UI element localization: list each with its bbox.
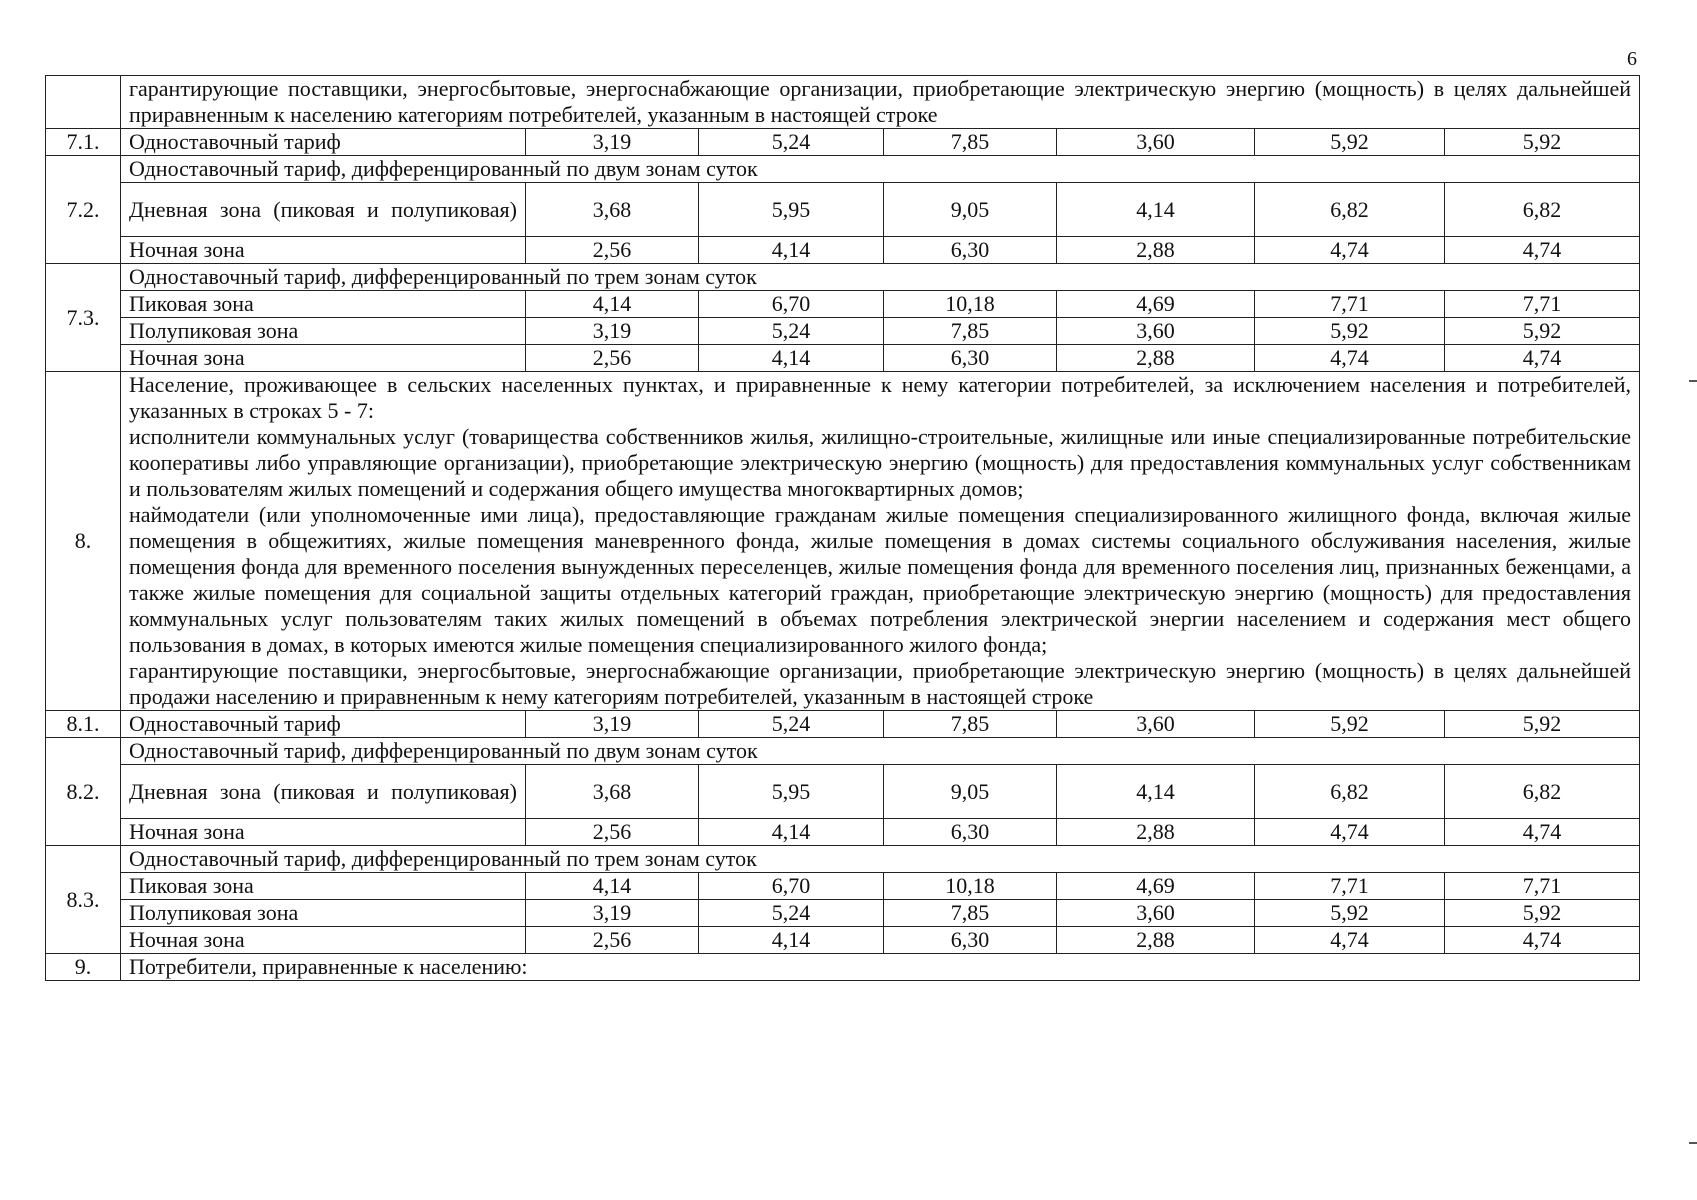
value-cell: 6,30 bbox=[884, 345, 1057, 372]
value-cell: 5,92 bbox=[1255, 900, 1445, 927]
table-row bbox=[46, 372, 1640, 711]
value-cell: 3,19 bbox=[526, 318, 699, 345]
value-cell: 9,05 bbox=[884, 765, 1057, 819]
table-row bbox=[46, 129, 1640, 156]
table-row bbox=[46, 318, 1640, 345]
value-cell: 4,74 bbox=[1445, 237, 1640, 264]
row-number: 7.1. bbox=[46, 129, 121, 156]
value-cell: 7,85 bbox=[884, 129, 1057, 156]
value-cell: 6,30 bbox=[884, 237, 1057, 264]
row-number: 8.3. bbox=[46, 846, 121, 954]
value-cell: 5,24 bbox=[699, 711, 884, 738]
value-cell: 7,85 bbox=[884, 900, 1057, 927]
value-cell: 5,92 bbox=[1445, 129, 1640, 156]
tariff-name: Полупиковая зона bbox=[121, 318, 526, 345]
table-row bbox=[46, 156, 1640, 183]
value-cell: 10,18 bbox=[884, 291, 1057, 318]
section-header: Одноставочный тариф, дифференцированный по двум зонам суток bbox=[121, 738, 1640, 765]
table-row bbox=[46, 765, 1640, 819]
value-cell: 6,82 bbox=[1255, 765, 1445, 819]
tariff-name: Пиковая зона bbox=[121, 873, 526, 900]
value-cell: 2,88 bbox=[1057, 927, 1255, 954]
value-cell: 5,92 bbox=[1445, 711, 1640, 738]
value-cell: 4,14 bbox=[1057, 765, 1255, 819]
value-cell: 7,71 bbox=[1255, 873, 1445, 900]
table-row bbox=[46, 900, 1640, 927]
value-cell: 4,69 bbox=[1057, 873, 1255, 900]
value-cell: 4,74 bbox=[1445, 819, 1640, 846]
table-row bbox=[46, 345, 1640, 372]
value-cell: 2,88 bbox=[1057, 345, 1255, 372]
section-header: Одноставочный тариф, дифференцированный по трем зонам суток bbox=[121, 264, 1640, 291]
row-description bbox=[121, 372, 1640, 711]
tariff-name: Ночная зона bbox=[121, 237, 526, 264]
tariff-name-text: Дневная зона (пиковая и полупиковая) bbox=[129, 196, 517, 222]
tariff-name bbox=[121, 183, 526, 237]
value-cell: 2,88 bbox=[1057, 237, 1255, 264]
tariff-name: Одноставочный тариф bbox=[121, 129, 526, 156]
description-paragraph: исполнители коммунальных услуг (товарищества собственников жилья, жилищно-строительные, жилищные или иные специализированные потребительские кооперативы либо управляющие организации), приобретающие электрическую энергию (мощность) для предоставления коммунальных услуг собственникам и пользователям жилых помещений и содержания общего имущества многоквартирных домов; bbox=[129, 424, 1632, 501]
value-cell: 7,71 bbox=[1255, 291, 1445, 318]
value-cell: 3,19 bbox=[526, 711, 699, 738]
value-cell: 4,14 bbox=[526, 291, 699, 318]
value-cell: 3,19 bbox=[526, 900, 699, 927]
section-header: Одноставочный тариф, дифференцированный по трем зонам суток bbox=[121, 846, 1640, 873]
value-cell: 4,14 bbox=[699, 345, 884, 372]
tariff-name: Полупиковая зона bbox=[121, 900, 526, 927]
description-paragraph: наймодатели (или уполномоченные ими лица), предоставляющие гражданам жилые помещения специализированного жилищного фонда, включая жилые помещения в общежитиях, жилые помещения маневренного фонда, жилые помещения в домах системы социального обслуживания населения, жилые помещения фонда для временного поселения вынужденных переселенцев, жилые помещения фонда для временного поселения лиц, признанных беженцами, а также жилые помещения для социальной защиты отдельных категорий граждан, приобретающие электрическую энергию (мощность) для предоставления коммунальных услуг пользователям таких жилых помещений в объемах потребления электрической энергии населением и содержания мест общего пользования в домах, в которых имеются жилые помещения специализированного жилого фонда; bbox=[129, 502, 1632, 657]
value-cell: 7,85 bbox=[884, 711, 1057, 738]
value-cell: 4,74 bbox=[1255, 927, 1445, 954]
value-cell: 3,60 bbox=[1057, 318, 1255, 345]
table-row bbox=[46, 927, 1640, 954]
scan-edge-mark bbox=[1689, 1142, 1697, 1144]
table-row bbox=[46, 183, 1640, 237]
tariff-name: Одноставочный тариф bbox=[121, 711, 526, 738]
table-row bbox=[46, 237, 1640, 264]
value-cell: 6,70 bbox=[699, 291, 884, 318]
value-cell: 2,56 bbox=[526, 819, 699, 846]
table-row bbox=[46, 738, 1640, 765]
value-cell: 6,82 bbox=[1445, 183, 1640, 237]
value-cell: 4,74 bbox=[1255, 819, 1445, 846]
value-cell: 7,85 bbox=[884, 318, 1057, 345]
table-row bbox=[46, 291, 1640, 318]
value-cell: 4,14 bbox=[699, 819, 884, 846]
value-cell: 6,82 bbox=[1255, 183, 1445, 237]
value-cell: 3,60 bbox=[1057, 900, 1255, 927]
row-description bbox=[121, 76, 1640, 129]
value-cell: 6,82 bbox=[1445, 765, 1640, 819]
value-cell: 3,68 bbox=[526, 765, 699, 819]
table-row bbox=[46, 76, 1640, 129]
value-cell: 5,95 bbox=[699, 183, 884, 237]
value-cell: 10,18 bbox=[884, 873, 1057, 900]
value-cell: 7,71 bbox=[1445, 291, 1640, 318]
value-cell: 4,74 bbox=[1445, 345, 1640, 372]
value-cell: 4,14 bbox=[526, 873, 699, 900]
tariff-name: Ночная зона bbox=[121, 819, 526, 846]
value-cell: 4,69 bbox=[1057, 291, 1255, 318]
row-number bbox=[46, 76, 121, 129]
value-cell: 5,92 bbox=[1445, 900, 1640, 927]
tariff-name-text: Дневная зона (пиковая и полупиковая) bbox=[129, 778, 517, 804]
tariff-name: Ночная зона bbox=[121, 345, 526, 372]
value-cell: 2,56 bbox=[526, 237, 699, 264]
value-cell: 2,88 bbox=[1057, 819, 1255, 846]
value-cell: 4,14 bbox=[1057, 183, 1255, 237]
table-row bbox=[46, 873, 1640, 900]
description-text: гарантирующие поставщики, энергосбытовые, энергоснабжающие организации, приобретающие электрическую энергию (мощность) в целях дальнейшей приравненным к населению категориям потребителей, указанным в настоящей строке bbox=[129, 76, 1632, 127]
row-number: 8. bbox=[46, 372, 121, 711]
value-cell: 6,30 bbox=[884, 819, 1057, 846]
value-cell: 2,56 bbox=[526, 345, 699, 372]
value-cell: 4,74 bbox=[1255, 237, 1445, 264]
row-description: Потребители, приравненные к населению: bbox=[121, 954, 1640, 981]
value-cell: 6,30 bbox=[884, 927, 1057, 954]
table-row bbox=[46, 846, 1640, 873]
description-paragraph: гарантирующие поставщики, энергосбытовые, энергоснабжающие организации, приобретающие электрическую энергию (мощность) в целях дальнейшей продажи населению и приравненным к нему категориям потребителей, указанным в настоящей строке bbox=[129, 658, 1632, 709]
value-cell: 3,19 bbox=[526, 129, 699, 156]
value-cell: 6,70 bbox=[699, 873, 884, 900]
value-cell: 5,24 bbox=[699, 318, 884, 345]
value-cell: 5,92 bbox=[1445, 318, 1640, 345]
table-row bbox=[46, 819, 1640, 846]
tariff-name: Ночная зона bbox=[121, 927, 526, 954]
row-number: 8.2. bbox=[46, 738, 121, 846]
value-cell: 5,24 bbox=[699, 900, 884, 927]
value-cell: 4,14 bbox=[699, 237, 884, 264]
tariff-table bbox=[45, 75, 1640, 981]
table-row bbox=[46, 954, 1640, 981]
row-number: 9. bbox=[46, 954, 121, 981]
row-number: 8.1. bbox=[46, 711, 121, 738]
value-cell: 3,60 bbox=[1057, 129, 1255, 156]
value-cell: 5,92 bbox=[1255, 711, 1445, 738]
section-header: Одноставочный тариф, дифференцированный по двум зонам суток bbox=[121, 156, 1640, 183]
row-number: 7.3. bbox=[46, 264, 121, 372]
tariff-name: Пиковая зона bbox=[121, 291, 526, 318]
value-cell: 3,60 bbox=[1057, 711, 1255, 738]
value-cell: 3,68 bbox=[526, 183, 699, 237]
value-cell: 5,92 bbox=[1255, 318, 1445, 345]
value-cell: 5,95 bbox=[699, 765, 884, 819]
value-cell: 2,56 bbox=[526, 927, 699, 954]
value-cell: 4,74 bbox=[1255, 345, 1445, 372]
row-number: 7.2. bbox=[46, 156, 121, 264]
tariff-name bbox=[121, 765, 526, 819]
description-paragraph: Население, проживающее в сельских населенных пунктах, и приравненные к нему категории потребителей, за исключением населения и потребителей, указанных в строках 5 - 7: bbox=[129, 372, 1632, 423]
value-cell: 7,71 bbox=[1445, 873, 1640, 900]
page-number: 6 bbox=[1627, 48, 1637, 70]
table-row bbox=[46, 711, 1640, 738]
table-row bbox=[46, 264, 1640, 291]
value-cell: 5,24 bbox=[699, 129, 884, 156]
value-cell: 5,92 bbox=[1255, 129, 1445, 156]
scan-edge-mark bbox=[1689, 380, 1697, 382]
value-cell: 9,05 bbox=[884, 183, 1057, 237]
value-cell: 4,14 bbox=[699, 927, 884, 954]
value-cell: 4,74 bbox=[1445, 927, 1640, 954]
